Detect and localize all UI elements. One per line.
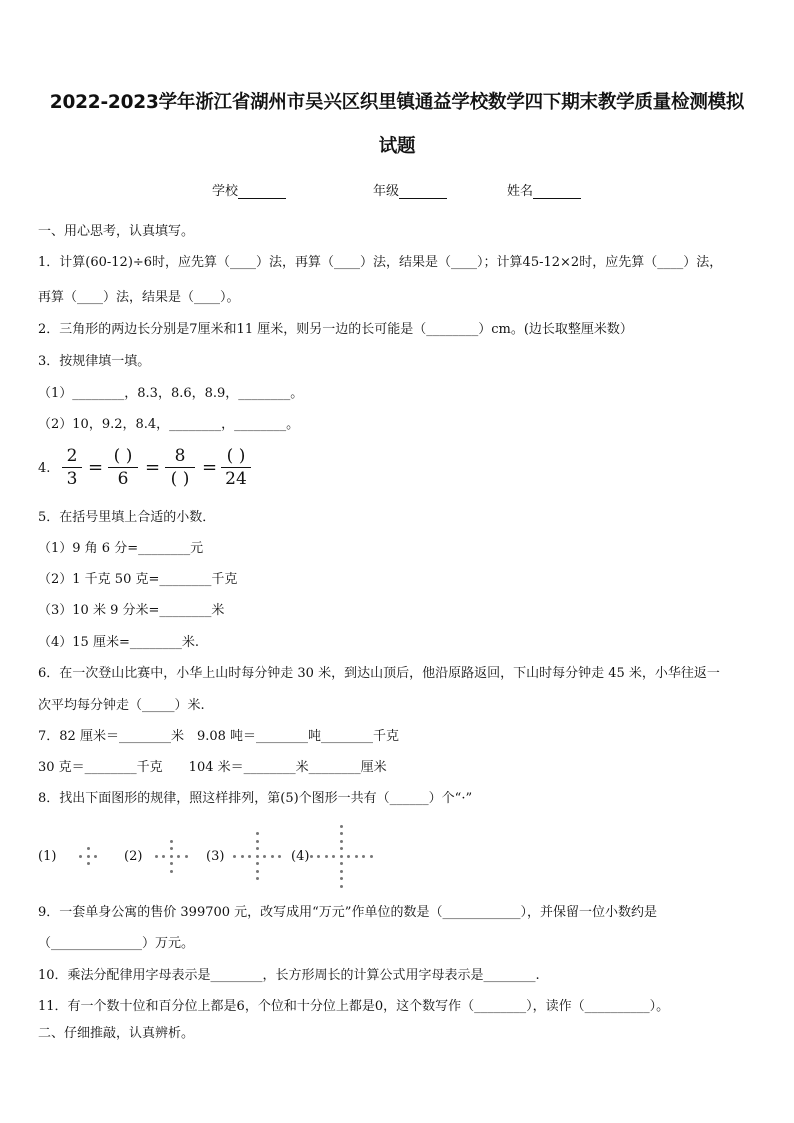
pattern-dot bbox=[340, 847, 343, 850]
pattern-dot bbox=[256, 855, 259, 858]
pattern-dot bbox=[310, 855, 313, 858]
school-field bbox=[212, 180, 286, 199]
pattern-dot bbox=[87, 862, 90, 865]
question-11: 11．有一个数十位和百分位上都是6，个位和十分位上都是0，这个数写作（________），读作（__________）。 bbox=[38, 999, 670, 1014]
pattern-dot bbox=[170, 847, 173, 850]
pattern-dot bbox=[340, 840, 343, 843]
pattern-dot bbox=[256, 862, 259, 865]
question-9: 9．一套单身公寓的售价 399700 元，改写成用“万元”作单位的数是（____________），并保留一位小数约是 bbox=[38, 905, 657, 920]
name-label: 姓名 bbox=[507, 184, 534, 199]
section-1-heading: 一、用心思考，认真填写。 bbox=[38, 224, 195, 239]
question-2: 2．三角形的两边长分别是7厘米和11 厘米，则另一边的长可能是（________）cm。(边长取整厘米数） bbox=[38, 322, 633, 337]
fraction-4 bbox=[221, 446, 251, 489]
pattern-dot bbox=[185, 855, 188, 858]
pattern-dot bbox=[355, 855, 358, 858]
grade-field bbox=[373, 180, 447, 199]
page-title: 2022-2023学年浙江省湖州市吴兴区织里镇通益学校数学四下期末教学质量检测模拟 bbox=[49, 92, 745, 113]
pattern-dot bbox=[340, 885, 343, 888]
question-4 bbox=[38, 446, 298, 492]
pattern-dot bbox=[340, 877, 343, 880]
name-field bbox=[507, 180, 581, 199]
fraction-4-numerator[interactable]: ( ) bbox=[226, 446, 246, 466]
question-5: 5．在括号里填上合适的小数． bbox=[38, 510, 216, 525]
fraction-1-denominator: 3 bbox=[66, 469, 78, 489]
fraction-bar bbox=[62, 467, 82, 468]
pattern-dot bbox=[256, 877, 259, 880]
pattern-dot bbox=[155, 855, 158, 858]
name-blank[interactable] bbox=[533, 185, 581, 199]
pattern-dot bbox=[332, 855, 335, 858]
pattern-dot bbox=[177, 855, 180, 858]
pattern-dot bbox=[79, 855, 82, 858]
question-10: 10．乘法分配律用字母表示是________，长方形周长的计算公式用字母表示是________. bbox=[38, 968, 540, 983]
pattern-dot bbox=[248, 855, 251, 858]
pattern-dot bbox=[340, 870, 343, 873]
fraction-3 bbox=[165, 446, 195, 489]
pattern-dot bbox=[256, 847, 259, 850]
fraction-3-numerator: 8 bbox=[174, 446, 186, 466]
school-label: 学校 bbox=[212, 184, 239, 199]
pattern-dot bbox=[170, 855, 173, 858]
fraction-3-denominator[interactable]: ( ) bbox=[170, 469, 190, 489]
grade-blank[interactable] bbox=[399, 185, 447, 199]
pattern-dot bbox=[271, 855, 274, 858]
pattern-dot bbox=[278, 855, 281, 858]
section-2-heading: 二、仔细推敲，认真辨析。 bbox=[38, 1026, 195, 1041]
pattern-dot bbox=[170, 862, 173, 865]
question-6-cont: 次平均每分钟走（_____）米. bbox=[38, 698, 205, 713]
equals-sign: = bbox=[202, 457, 218, 478]
figure-3-label: (3) bbox=[206, 849, 225, 864]
fraction-4-denominator: 24 bbox=[225, 469, 247, 489]
question-1-cont: 再算（____）法，结果是（____）。 bbox=[38, 290, 240, 305]
pattern-dot bbox=[162, 855, 165, 858]
question-4-number: 4. bbox=[38, 461, 51, 476]
fraction-bar bbox=[165, 467, 195, 468]
figure-4-label: (4) bbox=[291, 849, 310, 864]
grade-label: 年级 bbox=[373, 184, 400, 199]
question-1: 1．计算(60-12)÷6时，应先算（____）法，再算（____）法，结果是（____）；计算45-12×2时，应先算（____）法， bbox=[38, 255, 723, 270]
fraction-2 bbox=[108, 446, 138, 489]
fraction-bar bbox=[221, 467, 251, 468]
page-title-continued: 试题 bbox=[378, 136, 416, 157]
fraction-2-denominator: 6 bbox=[117, 469, 129, 489]
equals-sign: = bbox=[145, 457, 161, 478]
fraction-bar bbox=[108, 467, 138, 468]
fraction-1 bbox=[62, 446, 82, 489]
pattern-dot bbox=[370, 855, 373, 858]
pattern-dot bbox=[317, 855, 320, 858]
pattern-dot bbox=[241, 855, 244, 858]
pattern-dot bbox=[87, 847, 90, 850]
question-3-part-1: （1）________，8.3，8.6，8.9，________。 bbox=[38, 386, 304, 401]
question-5-part-2: （2）1 千克 50 克=________千克 bbox=[38, 572, 238, 587]
pattern-dot bbox=[256, 870, 259, 873]
pattern-dot bbox=[94, 855, 97, 858]
dot-pattern-figure bbox=[38, 825, 398, 889]
question-5-part-3: （3）10 米 9 分米=________米 bbox=[38, 603, 225, 618]
pattern-dot bbox=[340, 862, 343, 865]
question-9-cont: （______________）万元。 bbox=[38, 936, 195, 951]
school-blank[interactable] bbox=[238, 185, 286, 199]
pattern-dot bbox=[325, 855, 328, 858]
pattern-dot bbox=[340, 825, 343, 828]
figure-2-label: (2) bbox=[124, 849, 143, 864]
question-6: 6．在一次登山比赛中，小华上山时每分钟走 30 米，到达山顶后，他沿原路返回，下山时每分钟走 45 米，小华往返一 bbox=[38, 666, 720, 681]
pattern-dot bbox=[263, 855, 266, 858]
question-3-part-2: （2）10，9.2，8.4，________，________。 bbox=[38, 417, 300, 432]
fraction-1-numerator: 2 bbox=[66, 446, 78, 466]
pattern-dot bbox=[256, 840, 259, 843]
pattern-dot bbox=[340, 855, 343, 858]
question-7-cont: 30 克＝________千克 104 米＝________米________厘米 bbox=[38, 760, 387, 775]
pattern-dot bbox=[170, 870, 173, 873]
question-5-part-1: （1）9 角 6 分=________元 bbox=[38, 541, 204, 556]
pattern-dot bbox=[170, 840, 173, 843]
question-7: 7．82 厘米＝________米 9.08 吨＝________吨________千克 bbox=[38, 729, 400, 744]
question-3: 3．按规律填一填。 bbox=[38, 354, 151, 369]
question-8: 8．找出下面图形的规律，照这样排列，第(5)个图形一共有（______）个“·” bbox=[38, 791, 473, 806]
pattern-dot bbox=[340, 832, 343, 835]
pattern-dot bbox=[347, 855, 350, 858]
equals-sign: = bbox=[88, 457, 104, 478]
figure-1-label: (1) bbox=[38, 849, 57, 864]
pattern-dot bbox=[362, 855, 365, 858]
pattern-dot bbox=[256, 832, 259, 835]
question-5-part-4: （4）15 厘米=________米. bbox=[38, 635, 199, 650]
fraction-2-numerator[interactable]: ( ) bbox=[113, 446, 133, 466]
pattern-dot bbox=[87, 855, 90, 858]
pattern-dot bbox=[233, 855, 236, 858]
